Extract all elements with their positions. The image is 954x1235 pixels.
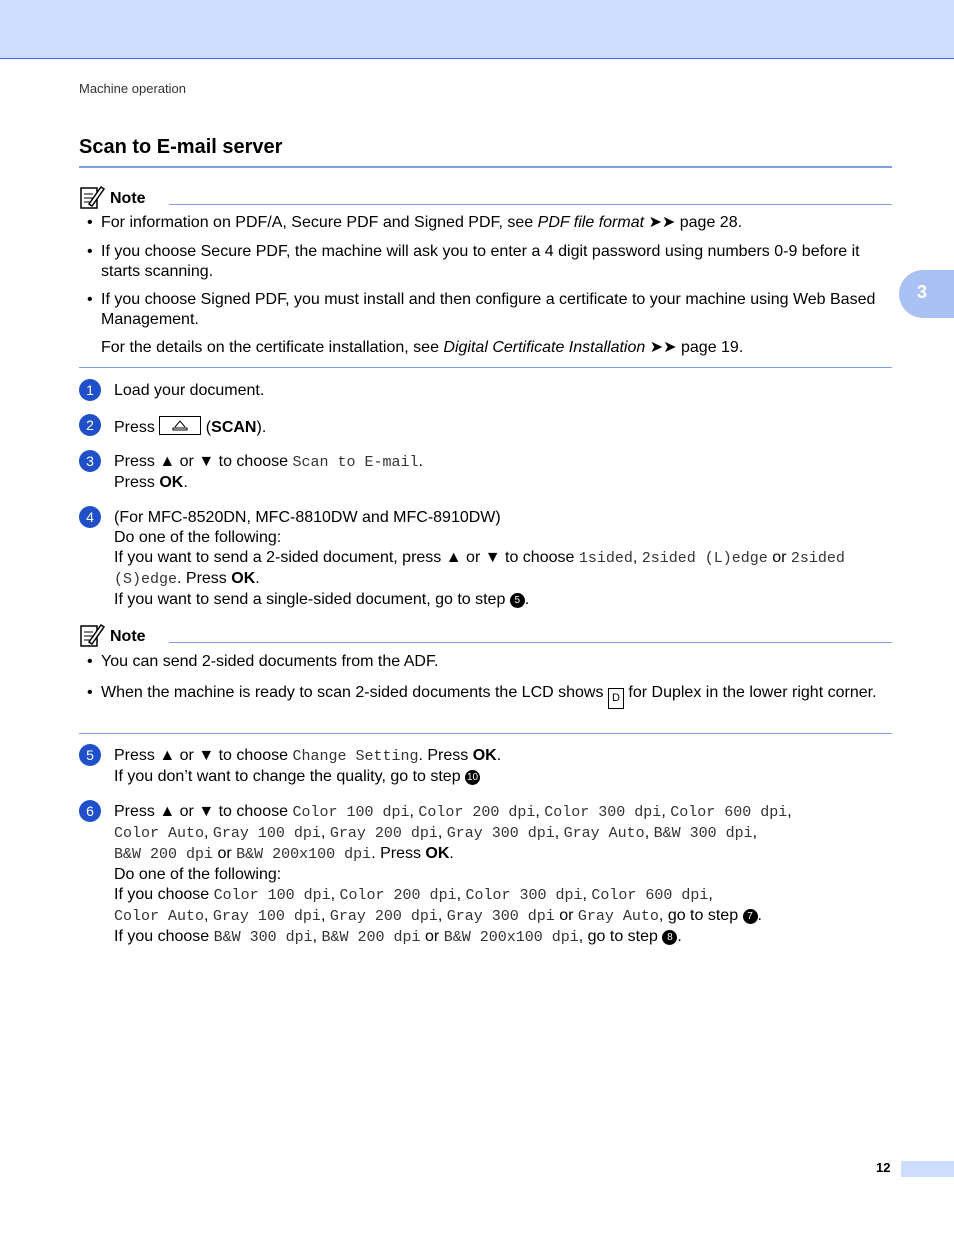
down-arrow-icon: ▼ (198, 803, 215, 820)
step-reference-badge: 7 (743, 909, 758, 924)
note-pencil-icon (79, 184, 105, 210)
step-text: Press (SCAN). (114, 416, 892, 438)
note-bullet: If you choose Secure PDF, the machine will ask you to enter a 4 digit password using numbers 0-9 before it starts scanning. (101, 243, 860, 280)
step-number-badge: 6 (79, 800, 101, 822)
page-number: 12 (876, 1160, 891, 1175)
reference-link[interactable]: Digital Certificate Installation (443, 339, 646, 356)
running-header: Machine operation (79, 81, 186, 96)
step-text: (For MFC-8520DN, MFC-8810DW and MFC-8910DW) Do one of the following: If you want to send a 2-sided document, press ▲ or ▼ to choose 1sided, 2sided (L)edge or 2sided (S)edge. Press OK. If you want to send a single-sided document, go to step 5 . (114, 509, 845, 608)
up-arrow-icon: ▲ (445, 549, 462, 566)
down-arrow-icon: ▼ (198, 453, 215, 470)
bullet-mark: • (87, 684, 93, 701)
top-header-band (0, 0, 954, 59)
up-arrow-icon: ▲ (159, 453, 176, 470)
menu-option: Scan to E-mail (292, 454, 419, 471)
note-pencil-icon (79, 622, 105, 648)
bullet-mark: • (87, 291, 93, 308)
note-rule (169, 204, 892, 205)
note-header (79, 184, 892, 210)
step-reference-badge: 10 (467, 772, 479, 783)
step-text: Press ▲ or ▼ to choose Change Setting. Press OK. If you don’t want to change the quality, go to step 10 (114, 747, 502, 785)
note-label: Note (110, 190, 146, 207)
note-bullet: For information on PDF/A, Secure PDF and Signed PDF, see PDF file format ➤➤ page 28. (101, 214, 743, 231)
bullet-mark: • (87, 653, 93, 670)
step-text: Load your document. (114, 382, 265, 399)
chapter-number: 3 (917, 282, 928, 302)
step-number-badge: 1 (79, 379, 101, 401)
note-header (79, 622, 892, 648)
reference-link[interactable]: PDF file format (537, 214, 645, 231)
note-box (79, 622, 892, 734)
see-arrows-icon: ➤➤ (645, 339, 677, 356)
step-number-badge: 5 (79, 744, 101, 766)
chapter-tab (899, 270, 954, 318)
note-rule (169, 642, 892, 643)
step-text: Press ▲ or ▼ to choose Scan to E-mail. Press OK. (114, 453, 423, 491)
step-number-badge: 3 (79, 450, 101, 472)
bullet-mark: • (87, 243, 93, 260)
section-title: Scan to E-mail server (79, 136, 283, 158)
note-bullet: When the machine is ready to scan 2-sided documents the LCD shows D for Duplex in the lower right corner. (101, 683, 892, 709)
step-number-badge: 4 (79, 506, 101, 528)
duplex-lcd-icon: D (608, 688, 624, 709)
footer-band (901, 1161, 954, 1177)
down-arrow-icon: ▼ (484, 549, 501, 566)
up-arrow-icon: ▲ (159, 803, 176, 820)
see-arrows-icon: ➤➤ (644, 214, 676, 231)
note-box (79, 184, 892, 369)
note-bottom-rule (79, 367, 892, 368)
note-bottom-rule (79, 733, 892, 734)
up-arrow-icon: ▲ (159, 747, 176, 764)
step-reference-badge: 8 (662, 930, 677, 945)
down-arrow-icon: ▼ (198, 747, 215, 764)
note-bullet: If you choose Signed PDF, you must install and then configure a certificate to your machine using Web Based Management. (101, 291, 876, 328)
note-continuation: For the details on the certificate installation, see Digital Certificate Installation ➤➤ page 19. (101, 339, 744, 356)
scan-key-icon (159, 416, 201, 435)
note-bullet: You can send 2-sided documents from the ADF. (101, 653, 439, 670)
note-label: Note (110, 628, 146, 645)
bullet-mark: • (87, 214, 93, 231)
step-text: Press ▲ or ▼ to choose Color 100 dpi, Color 200 dpi, Color 300 dpi, Color 600 dpi, Color Auto, Gray 100 dpi, Gray 200 dpi, Gray 300 dpi, Gray Auto, B&W 300 dpi, B&W 200 dpi or B&W 200x100 dpi. Press OK. Do one of the following: If you choose Color 100 dpi, Color 200 dpi, Color 300 dpi, Color 600 dpi, Color Auto, Gray 100 dpi, Gray 200 dpi, Gray 300 dpi or Gray Auto, go to step 7 . If you choose B&W 300 dpi, B&W 200 dpi or B&W 200x100 dpi, go to step 8 . (114, 803, 792, 946)
title-underline (79, 166, 892, 168)
step-reference-badge: 5 (510, 593, 525, 608)
step-number-badge: 2 (79, 414, 101, 436)
